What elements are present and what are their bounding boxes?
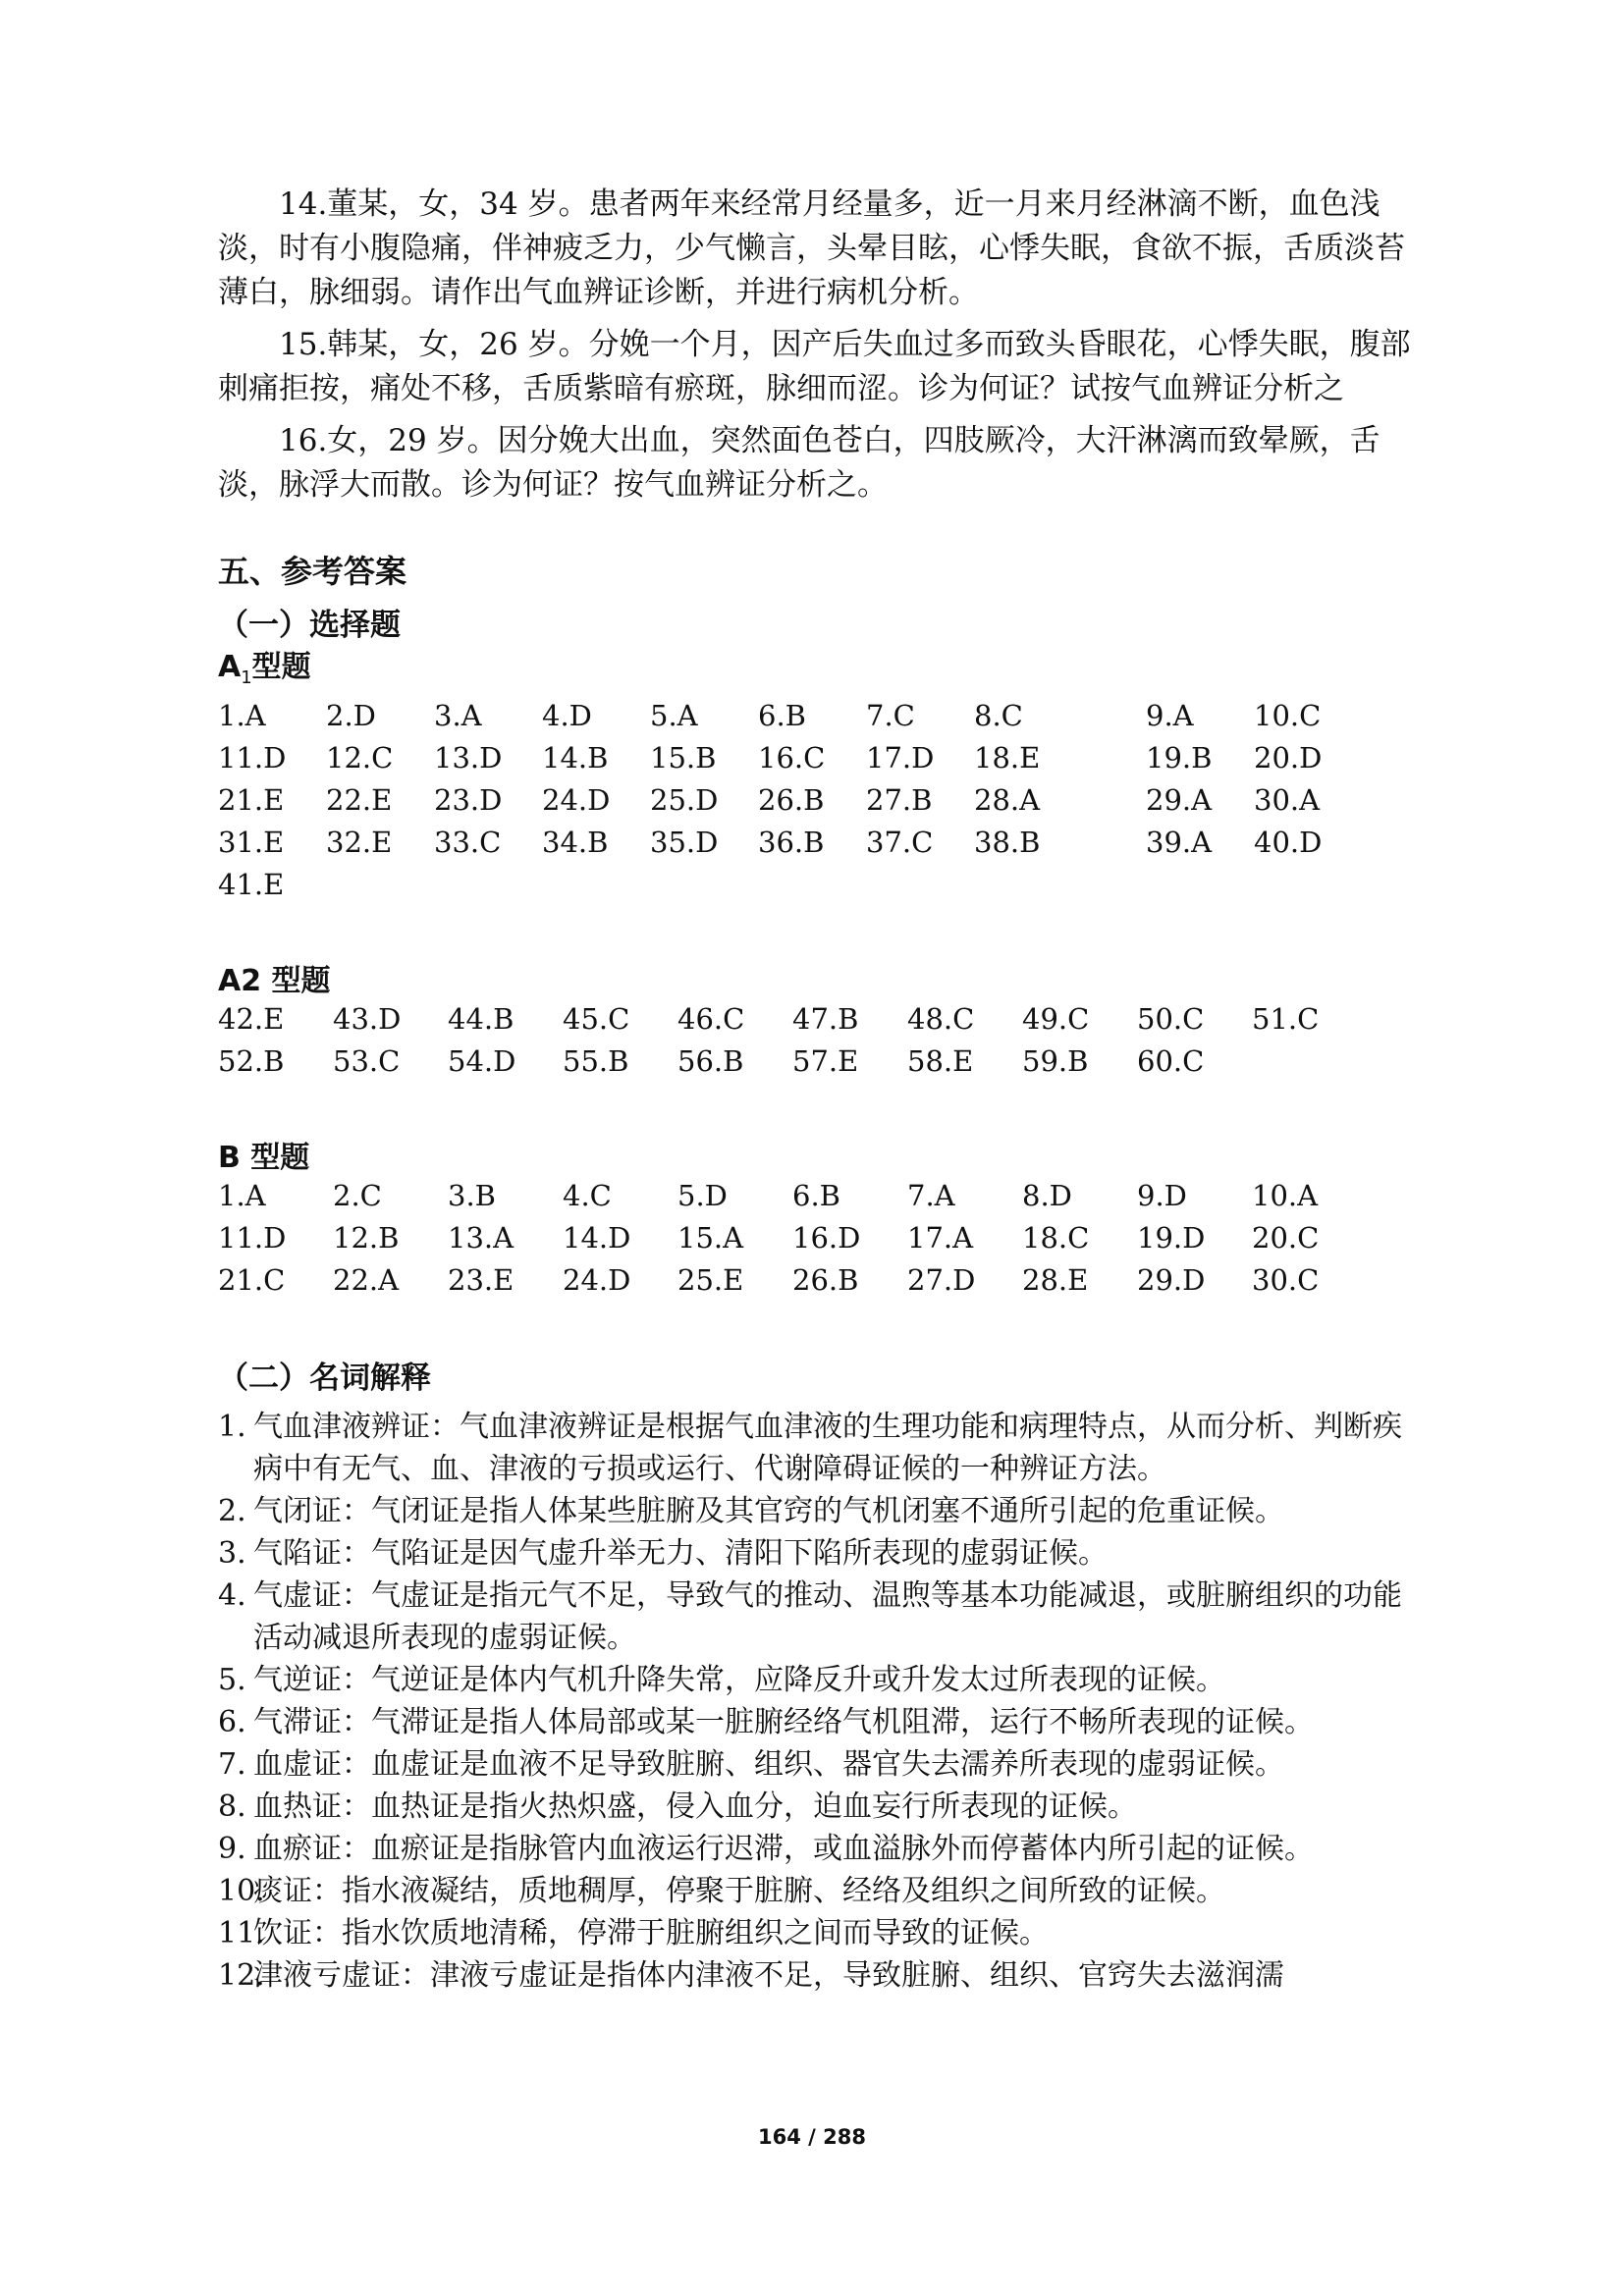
a1-answer-11: 11.D: [218, 741, 287, 774]
a2-answer-14: 55.B: [563, 1044, 629, 1078]
a1-answer-17: 17.D: [866, 741, 935, 774]
a1-answer-24: 24.D: [542, 783, 611, 817]
b-answer-27: 27.D: [907, 1263, 976, 1297]
b-answer-16: 16.D: [792, 1221, 861, 1255]
a1-answer-14: 14.B: [542, 741, 609, 774]
a1-answer-40: 40.D: [1254, 826, 1323, 859]
a1-answer-19: 19.B: [1146, 741, 1213, 774]
definition-number: 12.: [218, 1958, 265, 1993]
definition-text: 气逆证：气逆证是体内气机升降失常，应降反升或升发太过所表现的证候。: [253, 1663, 1225, 1697]
a1-type-suffix: 型题: [251, 650, 311, 684]
definition-item: [218, 1532, 1426, 1575]
definition-number: 5.: [218, 1663, 246, 1697]
b-answer-23: 23.E: [448, 1263, 514, 1297]
a2-answer-15: 56.B: [677, 1044, 744, 1078]
subsection-choice: （一）选择题: [218, 608, 401, 643]
b-answer-22: 22.A: [333, 1263, 400, 1297]
definition-number: 1.: [218, 1410, 246, 1444]
a1-answer-28: 28.A: [974, 783, 1041, 817]
a1-answer-29: 29.A: [1146, 783, 1213, 817]
a1-answer-34: 34.B: [542, 826, 609, 859]
b-answer-8: 8.D: [1022, 1179, 1072, 1212]
a1-answer-32: 32.E: [326, 826, 393, 859]
b-answer-19: 19.D: [1137, 1221, 1206, 1255]
definition-number: 4.: [218, 1578, 246, 1613]
a1-answer-25: 25.D: [650, 783, 719, 817]
a2-answer-1: 42.E: [218, 1002, 285, 1036]
definition-list: [218, 1406, 1426, 1997]
section-title: 五、参考答案: [218, 553, 407, 590]
definition-text: 气闭证：气闭证是指人体某些脏腑及其官窍的气机闭塞不通所引起的危重证候。: [253, 1494, 1284, 1528]
definition-text: 气血津液辨证：气血津液辨证是根据气血津液的生理功能和病理特点，从而分析、判断疾病中有无气、血、津液的亏损或运行、代谢障碍证候的一种辨证方法。: [253, 1410, 1402, 1486]
b-answer-18: 18.C: [1022, 1221, 1090, 1255]
b-answer-11: 11.D: [218, 1221, 287, 1255]
b-answer-20: 20.C: [1252, 1221, 1320, 1255]
a2-answer-5: 46.C: [677, 1002, 745, 1036]
b-answer-30: 30.C: [1252, 1263, 1320, 1297]
a1-answer-6: 6.B: [758, 699, 806, 732]
a1-answer-15: 15.B: [650, 741, 717, 774]
a2-answer-grid: [218, 1002, 1426, 1087]
a2-answer-19: 60.C: [1137, 1044, 1205, 1078]
a1-answer-23: 23.D: [434, 783, 503, 817]
b-answer-5: 5.D: [677, 1179, 728, 1212]
b-answer-10: 10.A: [1252, 1179, 1319, 1212]
a1-answer-8: 8.C: [974, 699, 1023, 732]
b-answer-21: 21.C: [218, 1263, 286, 1297]
a1-answer-16: 16.C: [758, 741, 826, 774]
a2-answer-18: 59.B: [1022, 1044, 1089, 1078]
a1-answer-2: 2.D: [326, 699, 376, 732]
a1-answer-13: 13.D: [434, 741, 503, 774]
a1-answer-3: 3.A: [434, 699, 482, 732]
definition-text: 血虚证：血虚证是血液不足导致脏腑、组织、器官失去濡养所表现的虚弱证候。: [253, 1747, 1284, 1782]
a1-answer-38: 38.B: [974, 826, 1041, 859]
a2-answer-9: 50.C: [1137, 1002, 1205, 1036]
definition-number: 10.: [218, 1874, 265, 1908]
b-answer-26: 26.B: [792, 1263, 859, 1297]
definition-item: [218, 1575, 1426, 1659]
definition-item: [218, 1786, 1426, 1828]
a1-answer-33: 33.C: [434, 826, 502, 859]
a2-answer-6: 47.B: [792, 1002, 859, 1036]
b-answer-4: 4.C: [563, 1179, 612, 1212]
a1-type-subscript: 1: [241, 667, 252, 688]
a2-answer-12: 53.C: [333, 1044, 401, 1078]
definition-item: [218, 1870, 1426, 1912]
definition-number: 3.: [218, 1536, 246, 1571]
definition-item: [218, 1701, 1426, 1743]
b-answer-25: 25.E: [677, 1263, 744, 1297]
a1-answer-10: 10.C: [1254, 699, 1322, 732]
a2-answer-13: 54.D: [448, 1044, 516, 1078]
a1-answer-21: 21.E: [218, 783, 285, 817]
a1-answer-41: 41.E: [218, 868, 285, 901]
b-answer-29: 29.D: [1137, 1263, 1206, 1297]
definition-item: [218, 1490, 1426, 1532]
a2-answer-10: 51.C: [1252, 1002, 1320, 1036]
definition-number: 8.: [218, 1789, 246, 1824]
b-answer-6: 6.B: [792, 1179, 840, 1212]
b-answer-14: 14.D: [563, 1221, 631, 1255]
page-number: 164 / 288: [758, 2125, 866, 2149]
a1-answer-9: 9.A: [1146, 699, 1194, 732]
question-14: 14.董某，女，34 岁。患者两年来经常月经量多，近一月来月经淋滴不断，血色浅淡，时有小腹隐痛，伴神疲乏力，少气懒言，头晕目眩，心悸失眠，食欲不振，舌质淡苔薄白，脉细弱。请作出气血辨证诊断，并进行病机分析。: [218, 187, 1405, 310]
question-15: 15.韩某，女，26 岁。分娩一个月，因产后失血过多而致头昏眼花，心悸失眠，腹部刺痛拒按，痛处不移，舌质紫暗有瘀斑，脉细而涩。诊为何证？试按气血辨证分析之: [218, 327, 1411, 406]
a2-answer-7: 48.C: [907, 1002, 975, 1036]
a1-answer-20: 20.D: [1254, 741, 1323, 774]
a2-answer-17: 58.E: [907, 1044, 974, 1078]
a1-answer-4: 4.D: [542, 699, 592, 732]
a2-answer-8: 49.C: [1022, 1002, 1090, 1036]
a1-answer-26: 26.B: [758, 783, 825, 817]
a1-answer-22: 22.E: [326, 783, 393, 817]
b-answer-2: 2.C: [333, 1179, 382, 1212]
definition-number: 11.: [218, 1916, 265, 1950]
definition-text: 血瘀证：血瘀证是指脉管内血液运行迟滞，或血溢脉外而停蓄体内所引起的证候。: [253, 1832, 1314, 1866]
b-answer-13: 13.A: [448, 1221, 514, 1255]
a1-answer-31: 31.E: [218, 826, 285, 859]
b-answer-15: 15.A: [677, 1221, 744, 1255]
definition-number: 9.: [218, 1832, 246, 1866]
a1-answer-30: 30.A: [1254, 783, 1321, 817]
definition-item: [218, 1743, 1426, 1786]
document-page: [218, 183, 1426, 1997]
a1-answer-1: 1.A: [218, 699, 266, 732]
b-type-heading: B 型题: [218, 1141, 310, 1175]
a1-answer-39: 39.A: [1146, 826, 1213, 859]
b-answer-9: 9.D: [1137, 1179, 1187, 1212]
a1-answer-35: 35.D: [650, 826, 719, 859]
b-answer-17: 17.A: [907, 1221, 974, 1255]
a1-answer-36: 36.B: [758, 826, 825, 859]
a2-type-heading: A2 型题: [218, 964, 331, 998]
b-answer-24: 24.D: [563, 1263, 631, 1297]
a2-answer-4: 45.C: [563, 1002, 630, 1036]
b-answer-12: 12.B: [333, 1221, 400, 1255]
a2-answer-11: 52.B: [218, 1044, 285, 1078]
a1-answer-7: 7.C: [866, 699, 915, 732]
definition-text: 气虚证：气虚证是指元气不足，导致气的推动、温煦等基本功能减退，或脏腑组织的功能活动减退所表现的虚弱证候。: [253, 1578, 1402, 1655]
a1-answer-grid: [218, 699, 1426, 910]
definition-text: 气滞证：气滞证是指人体局部或某一脏腑经络气机阻滞，运行不畅所表现的证候。: [253, 1705, 1314, 1739]
a2-answer-2: 43.D: [333, 1002, 402, 1036]
definition-item: [218, 1659, 1426, 1701]
a2-answer-3: 44.B: [448, 1002, 514, 1036]
definition-item: [218, 1912, 1426, 1954]
definition-text: 气陷证：气陷证是因气虚升举无力、清阳下陷所表现的虚弱证候。: [253, 1536, 1108, 1571]
a1-type-prefix: A: [218, 650, 242, 684]
definition-number: 6.: [218, 1705, 246, 1739]
definition-number: 2.: [218, 1494, 246, 1528]
question-16: 16.女，29 岁。因分娩大出血，突然面色苍白，四肢厥冷，大汗淋漓而致晕厥，舌淡，脉浮大而散。诊为何证？按气血辨证分析之。: [218, 423, 1380, 503]
a1-answer-37: 37.C: [866, 826, 934, 859]
definition-item: [218, 1828, 1426, 1870]
b-answer-grid: [218, 1179, 1426, 1306]
definition-item: [218, 1406, 1426, 1490]
a1-answer-5: 5.A: [650, 699, 698, 732]
a1-answer-27: 27.B: [866, 783, 933, 817]
definition-text: 饮证：指水饮质地清稀，停滞于脏腑组织之间而导致的证候。: [253, 1916, 1049, 1950]
a1-type-heading: [218, 647, 1426, 699]
b-answer-28: 28.E: [1022, 1263, 1089, 1297]
b-answer-1: 1.A: [218, 1179, 266, 1212]
b-answer-7: 7.A: [907, 1179, 955, 1212]
a1-answer-12: 12.C: [326, 741, 394, 774]
definition-text: 痰证：指水液凝结，质地稠厚，停聚于脏腑、经络及组织之间所致的证候。: [253, 1874, 1225, 1908]
definition-text: 津液亏虚证：津液亏虚证是指体内津液不足，导致脏腑、组织、官窍失去滋润濡: [253, 1958, 1284, 1993]
definition-text: 血热证：血热证是指火热炽盛，侵入血分，迫血妄行所表现的证候。: [253, 1789, 1137, 1824]
definition-number: 7.: [218, 1747, 246, 1782]
b-answer-3: 3.B: [448, 1179, 496, 1212]
subsection-definitions: （二）名词解释: [218, 1361, 431, 1396]
a2-answer-16: 57.E: [792, 1044, 859, 1078]
definition-item: [218, 1954, 1426, 1997]
a1-answer-18: 18.E: [974, 741, 1041, 774]
